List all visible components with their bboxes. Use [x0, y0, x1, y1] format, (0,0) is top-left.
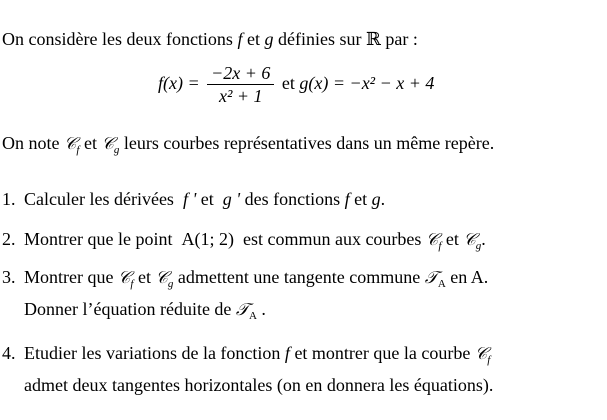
curve-cg-symbol: 𝒞	[463, 230, 476, 250]
intro-and: et	[242, 29, 265, 49]
intro-defined: définies sur	[273, 29, 366, 49]
curve-cf-sub: f	[76, 144, 80, 156]
question-number: 1.	[2, 189, 16, 209]
curve-cg-sub: g	[113, 144, 120, 156]
function-f: f	[237, 29, 243, 49]
note-et: et	[79, 133, 102, 153]
curve-cf-sub: f	[487, 354, 491, 366]
curve-cf-symbol: 𝒞	[474, 344, 488, 364]
q4-line2-text: admet deux tangentes horizontales (on en donnera les équations).	[24, 375, 494, 395]
point-a: A(1; 2)	[181, 229, 234, 249]
note-after: leurs courbes représentatives dans un même repère.	[119, 133, 495, 153]
question-4-line-2	[24, 374, 493, 396]
curve-cg-sub: g	[167, 278, 174, 290]
intro-text: On considère les deux fonctions	[2, 29, 238, 49]
q2-end: .	[481, 229, 486, 249]
curve-cg-symbol: 𝒞	[155, 268, 168, 288]
g-definition: g(x) = −x² − x + 4	[299, 73, 435, 93]
intro-line	[2, 28, 418, 51]
f-fraction	[207, 63, 274, 106]
question-number: 3.	[2, 267, 16, 287]
q3-text-a: Montrer que	[24, 267, 118, 287]
question-2	[2, 228, 486, 251]
f-numerator: −2x + 6	[207, 63, 274, 85]
q1-end: .	[380, 189, 386, 209]
curve-cf-sub: f	[130, 278, 134, 290]
equation-line	[158, 60, 434, 106]
q1-g: g	[371, 189, 381, 209]
q4-text-a: Etudier les variations de la fonction	[24, 343, 285, 363]
tangent-t-sub: A	[248, 310, 257, 322]
q4-f: f	[284, 343, 290, 363]
q3-line2-end: .	[261, 299, 266, 319]
question-number: 4.	[2, 343, 16, 363]
question-4	[2, 342, 490, 365]
q1-et2: et	[349, 189, 372, 209]
reals-symbol: ℝ	[365, 29, 381, 50]
q3-et: et	[133, 267, 156, 287]
question-1	[2, 188, 385, 210]
curve-cg-symbol: 𝒞	[101, 134, 114, 154]
q2-text-a: Montrer que le point	[24, 229, 177, 249]
tangent-t-symbol: 𝒯	[424, 268, 438, 288]
q1-text-a: Calculer les dérivées	[24, 189, 179, 209]
f-denominator: x² + 1	[219, 86, 263, 107]
curve-cf-symbol: 𝒞	[117, 268, 131, 288]
q2-et: et	[441, 229, 464, 249]
note-line	[2, 132, 494, 155]
q1-et: et	[196, 189, 219, 209]
q1-text-b: des fonctions	[240, 189, 345, 209]
equation-et: et	[281, 73, 295, 93]
curve-cg-sub: g	[475, 240, 482, 252]
question-3	[2, 266, 488, 289]
q2-text-b: est commun aux courbes	[238, 229, 426, 249]
curve-cf-symbol: 𝒞	[64, 134, 77, 154]
note-before: On note	[2, 133, 64, 153]
tangent-t-sub: A	[437, 278, 446, 290]
q3-text-c: en A.	[445, 267, 489, 287]
function-g: g	[264, 29, 274, 49]
q4-text-b: et montrer que la courbe	[289, 343, 475, 363]
q3-line2-text: Donner l’équation réduite de	[24, 299, 236, 319]
q1-f: f	[344, 189, 350, 209]
derivative-g: g '	[222, 189, 241, 209]
question-number: 2.	[2, 229, 16, 249]
f-definition-left: f(x) =	[158, 73, 205, 93]
tangent-t-symbol: 𝒯	[235, 300, 249, 320]
question-3-line-2	[24, 298, 266, 321]
q3-text-b: admettent une tangente commune	[173, 267, 425, 287]
derivative-f: f '	[182, 189, 197, 209]
curve-cf-sub: f	[438, 240, 442, 252]
curve-cf-symbol: 𝒞	[425, 230, 439, 250]
intro-par: par :	[380, 29, 418, 49]
